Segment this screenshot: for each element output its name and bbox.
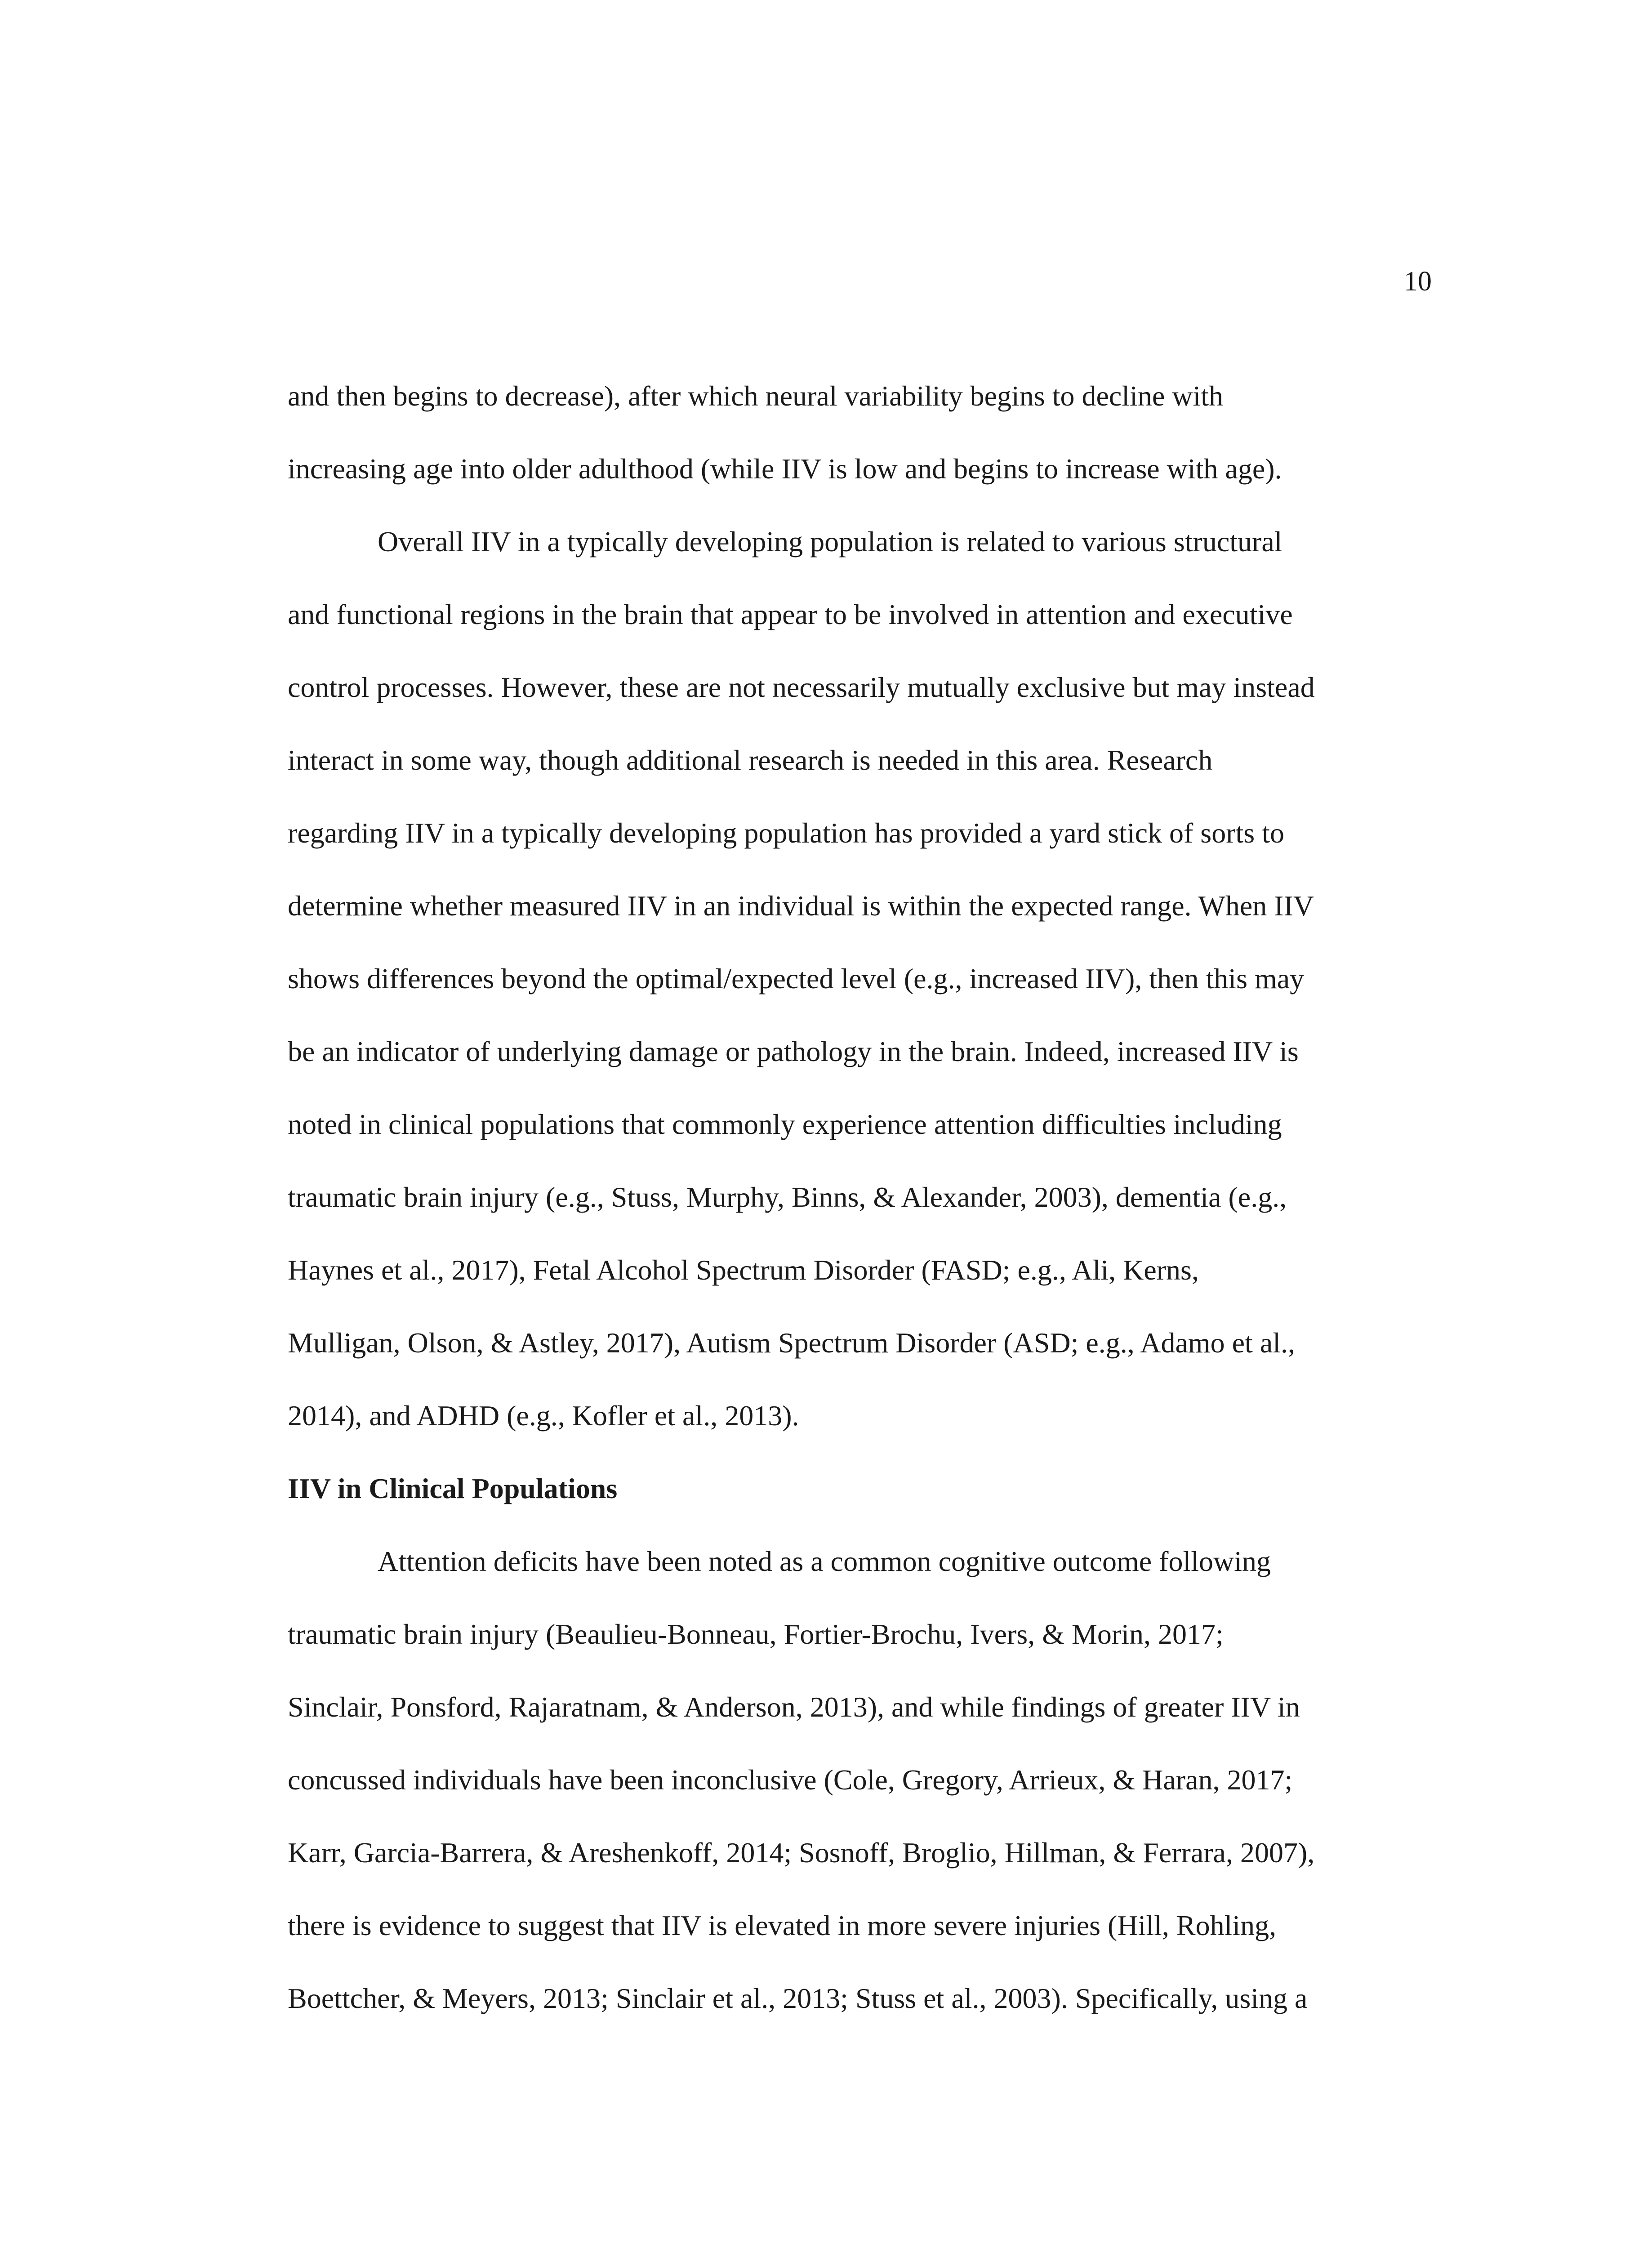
text-line: and functional regions in the brain that appear to be involved in attention and executive	[288, 598, 1293, 630]
text-line: shows differences beyond the optimal/expected level (e.g., increased IIV), then this may	[288, 963, 1305, 995]
text-line: Karr, Garcia-Barrera, & Areshenkoff, 2014; Sosnoff, Broglio, Hillman, & Ferrara, 2007),	[288, 1837, 1315, 1869]
text-line: determine whether measured IIV in an individual is within the expected range. When IIV	[288, 890, 1314, 922]
text-line: Attention deficits have been noted as a common cognitive outcome following	[378, 1545, 1271, 1577]
paragraph-continuation	[288, 360, 1420, 505]
text-line: noted in clinical populations that commonly experience attention difficulties including	[288, 1108, 1282, 1140]
text-line: and then begins to decrease), after which neural variability begins to decline with	[288, 380, 1224, 412]
section-heading: IIV in Clinical Populations	[288, 1472, 618, 1504]
text-line: be an indicator of underlying damage or pathology in the brain. Indeed, increased IIV is	[288, 1035, 1299, 1067]
text-line: Boettcher, & Meyers, 2013; Sinclair et al., 2013; Stuss et al., 2003). Specifically, using a	[288, 1982, 1308, 2014]
text-line: control processes. However, these are not necessarily mutually exclusive but may instead	[288, 671, 1315, 703]
text-line: traumatic brain injury (Beaulieu-Bonneau, Fortier-Brochu, Ivers, & Morin, 2017;	[288, 1618, 1224, 1650]
text-line: Overall IIV in a typically developing population is related to various structural	[378, 526, 1282, 558]
paragraph-overall-iiv	[288, 505, 1420, 1452]
text-line: there is evidence to suggest that IIV is elevated in more severe injuries (Hill, Rohling,	[288, 1909, 1277, 1941]
text-line: traumatic brain injury (e.g., Stuss, Murphy, Binns, & Alexander, 2003), dementia (e.g.,	[288, 1181, 1287, 1213]
text-line: 2014), and ADHD (e.g., Kofler et al., 2013).	[288, 1400, 799, 1432]
text-line: Haynes et al., 2017), Fetal Alcohol Spectrum Disorder (FASD; e.g., Ali, Kerns,	[288, 1254, 1199, 1286]
page-number: 10	[1404, 266, 1432, 297]
document-body	[288, 360, 1420, 2035]
text-line: regarding IIV in a typically developing population has provided a yard stick of sorts to	[288, 817, 1284, 849]
text-line: interact in some way, though additional research is needed in this area. Research	[288, 744, 1213, 776]
paragraph-clinical-populations	[288, 1525, 1420, 2035]
text-line: Mulligan, Olson, & Astley, 2017), Autism Spectrum Disorder (ASD; e.g., Adamo et al.,	[288, 1327, 1295, 1359]
text-line: Sinclair, Ponsford, Rajaratnam, & Anderson, 2013), and while findings of greater IIV in	[288, 1691, 1300, 1723]
text-line: concussed individuals have been inconclusive (Cole, Gregory, Arrieux, & Haran, 2017;	[288, 1764, 1293, 1796]
text-line: increasing age into older adulthood (while IIV is low and begins to increase with age).	[288, 453, 1282, 485]
